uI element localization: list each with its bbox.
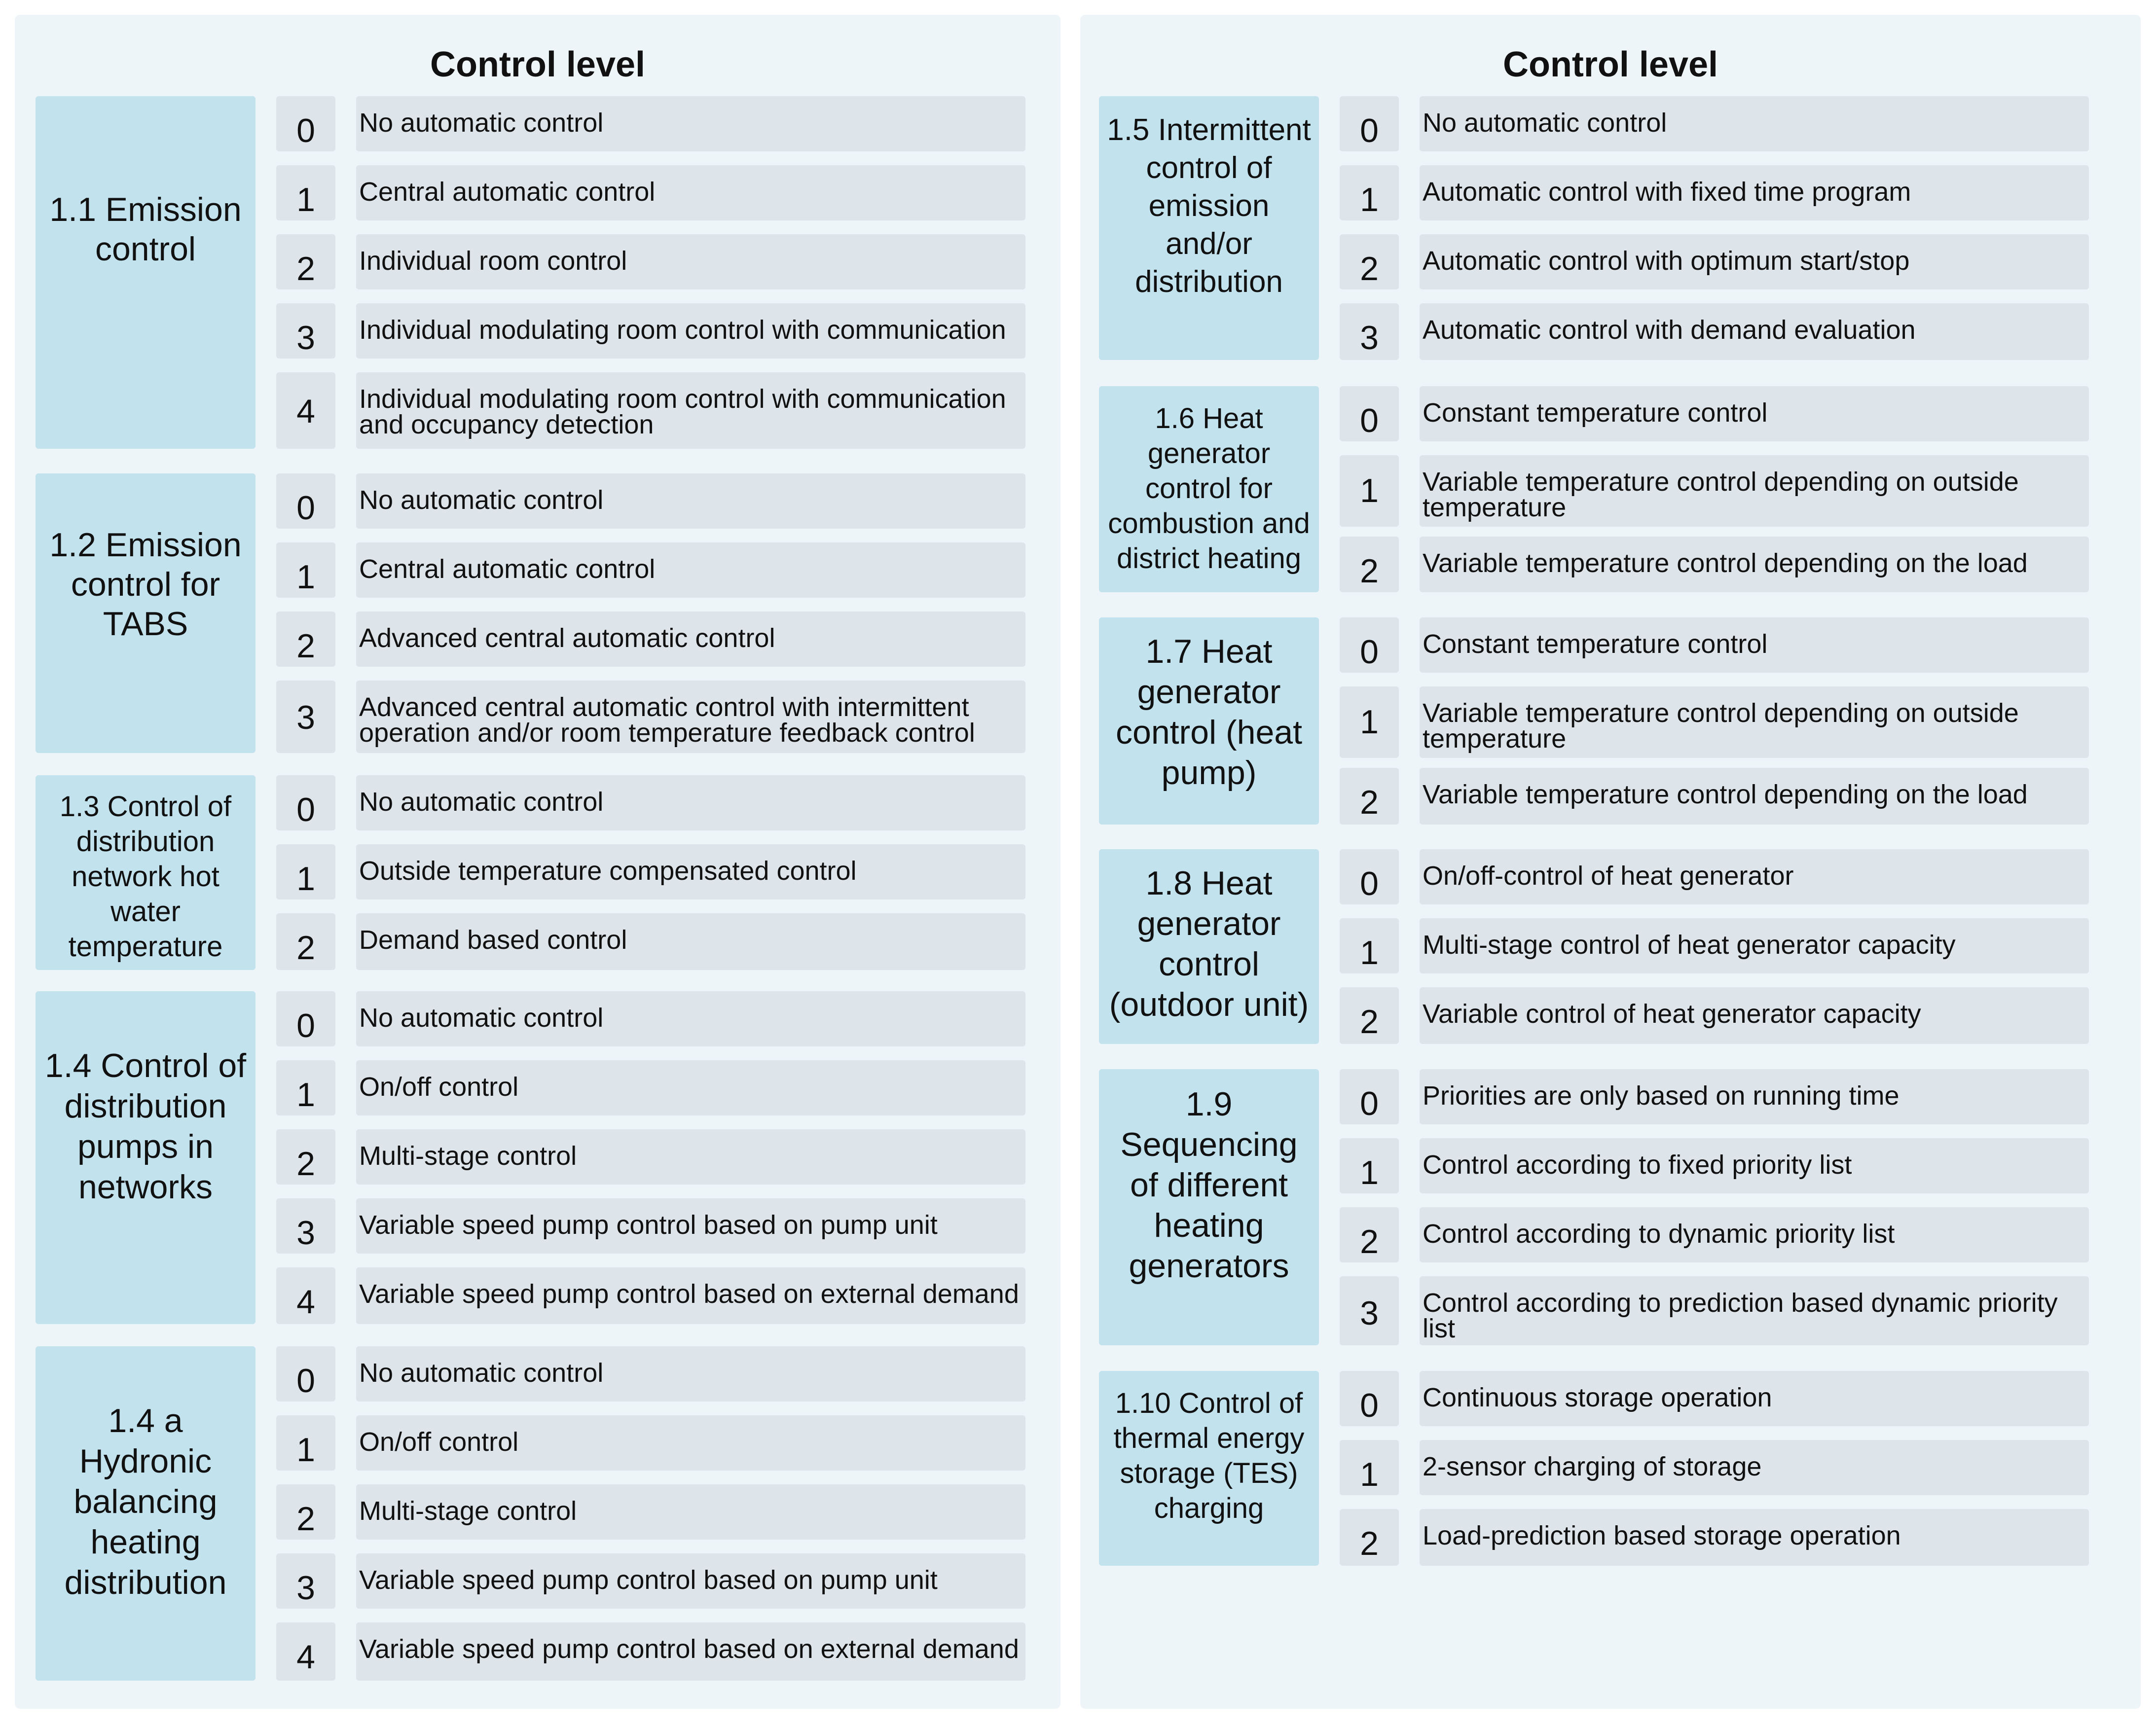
level-description: Multi-stage control of heat generator capacity	[1420, 918, 2089, 973]
level-badge: 1	[276, 1060, 335, 1115]
level-badge: 0	[1340, 849, 1399, 904]
level-badge: 0	[276, 473, 335, 529]
level-description: 2-sensor charging of storage	[1420, 1440, 2089, 1495]
level-badge: 2	[276, 913, 335, 970]
right-panel-title: Control level	[1502, 45, 1718, 84]
category-label: 1.7 Heat generator control (heat pump)	[1116, 633, 1302, 791]
level-badge: 3	[276, 1198, 335, 1254]
level-badge: 2	[1340, 1207, 1399, 1262]
level-description: Constant temperature control	[1420, 386, 2089, 441]
level-description: Variable temperature control depending on the load	[1420, 537, 2089, 592]
level-badge: 3	[1340, 303, 1399, 360]
level-description: No automatic control	[356, 473, 1025, 529]
category-label: 1.8 Heat generator control (outdoor unit)	[1109, 864, 1309, 1023]
category-label: 1.4 Control of distribution pumps in networks	[44, 1047, 247, 1206]
level-badge: 2	[276, 611, 335, 667]
left-panel-title: Control level	[430, 45, 646, 84]
level-badge: 1	[1340, 686, 1399, 758]
level-description: Control according to dynamic priority list	[1420, 1207, 2089, 1262]
level-badge: 1	[1340, 1440, 1399, 1495]
level-badge: 1	[276, 165, 335, 220]
level-description: On/off control	[356, 1060, 1025, 1115]
category-label: 1.10 Control of thermal energy storage (TES) charging	[1113, 1387, 1305, 1524]
level-description: Advanced central automatic control	[356, 611, 1025, 667]
level-description: Control according to fixed priority list	[1420, 1138, 2089, 1193]
level-badge: 3	[276, 303, 335, 359]
level-badge: 0	[276, 991, 335, 1046]
level-badge: 0	[1340, 617, 1399, 673]
level-description: Multi-stage control	[356, 1484, 1025, 1540]
level-badge: 0	[1340, 96, 1399, 151]
level-description: Control according to prediction based dynamic priority list	[1420, 1276, 2089, 1345]
level-description: Individual modulating room control with communication	[356, 303, 1025, 359]
level-badge: 0	[1340, 1069, 1399, 1124]
level-description: Central automatic control	[356, 542, 1025, 598]
level-description: Automatic control with optimum start/stop	[1420, 234, 2089, 289]
category-1-6	[1099, 386, 1319, 592]
level-badge: 0	[276, 775, 335, 830]
level-description: Individual room control	[356, 234, 1025, 289]
level-description: Variable control of heat generator capacity	[1420, 987, 2089, 1044]
level-badge: 2	[1340, 1509, 1399, 1566]
level-badge: 1	[1340, 918, 1399, 973]
level-badge: 2	[1340, 987, 1399, 1044]
level-badge: 2	[276, 1129, 335, 1185]
level-description: Constant temperature control	[1420, 617, 2089, 673]
level-description: No automatic control	[356, 775, 1025, 830]
level-badge: 1	[1340, 455, 1399, 527]
level-description: Load-prediction based storage operation	[1420, 1509, 2089, 1566]
category-1-9	[1099, 1069, 1319, 1345]
category-1-1	[36, 96, 256, 449]
level-badge: 0	[276, 1346, 335, 1402]
level-description: Variable temperature control depending on outside temperature	[1420, 686, 2089, 758]
category-1-7	[1099, 617, 1319, 825]
level-badge: 4	[276, 1267, 335, 1324]
level-description: Demand based control	[356, 913, 1025, 970]
level-description: No automatic control	[356, 1346, 1025, 1402]
category-label: 1.6 Heat generator control for combustion and district heating	[1108, 402, 1310, 575]
category-1-2	[36, 473, 256, 753]
level-description: Central automatic control	[356, 165, 1025, 220]
level-badge: 4	[276, 372, 335, 449]
level-description: Continuous storage operation	[1420, 1371, 2089, 1426]
level-badge: 1	[276, 542, 335, 598]
level-description: No automatic control	[356, 991, 1025, 1046]
level-description: Variable speed pump control based on external demand	[356, 1267, 1025, 1324]
level-badge: 2	[276, 234, 335, 289]
category-1-10	[1099, 1371, 1319, 1566]
level-badge: 1	[276, 1415, 335, 1471]
level-description: On/off-control of heat generator	[1420, 849, 2089, 904]
level-description: Automatic control with demand evaluation	[1420, 303, 2089, 360]
category-label: 1.4 a Hydronic balancing heating distribution	[64, 1402, 227, 1601]
category-1-3	[36, 775, 256, 970]
level-badge: 3	[276, 681, 335, 753]
category-label: 1.3 Control of distribution network hot water temperature	[59, 791, 232, 963]
level-badge: 2	[1340, 768, 1399, 825]
level-badge: 2	[1340, 537, 1399, 592]
level-description: Variable temperature control depending on outside temperature	[1420, 455, 2089, 527]
level-description: Variable speed pump control based on pump unit	[356, 1198, 1025, 1254]
level-badge: 3	[276, 1553, 335, 1609]
level-description: Variable speed pump control based on external demand	[356, 1622, 1025, 1681]
category-1-4	[36, 991, 256, 1324]
category-label: 1.5 Intermittent control of emission and/or distribution	[1107, 113, 1311, 299]
level-badge: 4	[276, 1622, 335, 1681]
category-label: 1.1 Emission control	[49, 191, 242, 268]
level-description: Variable temperature control depending on the load	[1420, 768, 2089, 825]
level-description: Priorities are only based on running time	[1420, 1069, 2089, 1124]
level-badge: 0	[276, 96, 335, 151]
category-label: 1.2 Emission control for TABS	[49, 526, 242, 643]
level-description: Multi-stage control	[356, 1129, 1025, 1185]
level-description: No automatic control	[1420, 96, 2089, 151]
level-badge: 2	[276, 1484, 335, 1540]
level-badge: 3	[1340, 1276, 1399, 1345]
category-1-5	[1099, 96, 1319, 360]
level-badge: 1	[276, 844, 335, 899]
level-description: Advanced central automatic control with intermittent operation and/or room temperature feedback control	[356, 681, 1025, 753]
level-description: Outside temperature compensated control	[356, 844, 1025, 899]
level-badge: 0	[1340, 386, 1399, 441]
level-description: On/off control	[356, 1415, 1025, 1471]
level-badge: 1	[1340, 1138, 1399, 1193]
category-1-4a	[36, 1346, 256, 1681]
level-description: No automatic control	[356, 96, 1025, 151]
level-description: Automatic control with fixed time program	[1420, 165, 2089, 220]
category-1-8	[1099, 849, 1319, 1044]
level-badge: 2	[1340, 234, 1399, 289]
level-description: Variable speed pump control based on pump unit	[356, 1553, 1025, 1609]
level-badge: 1	[1340, 165, 1399, 220]
level-description: Individual modulating room control with communication and occupancy detection	[356, 372, 1025, 449]
category-label: 1.9 Sequencing of different heating generators	[1120, 1085, 1298, 1285]
level-badge: 0	[1340, 1371, 1399, 1426]
